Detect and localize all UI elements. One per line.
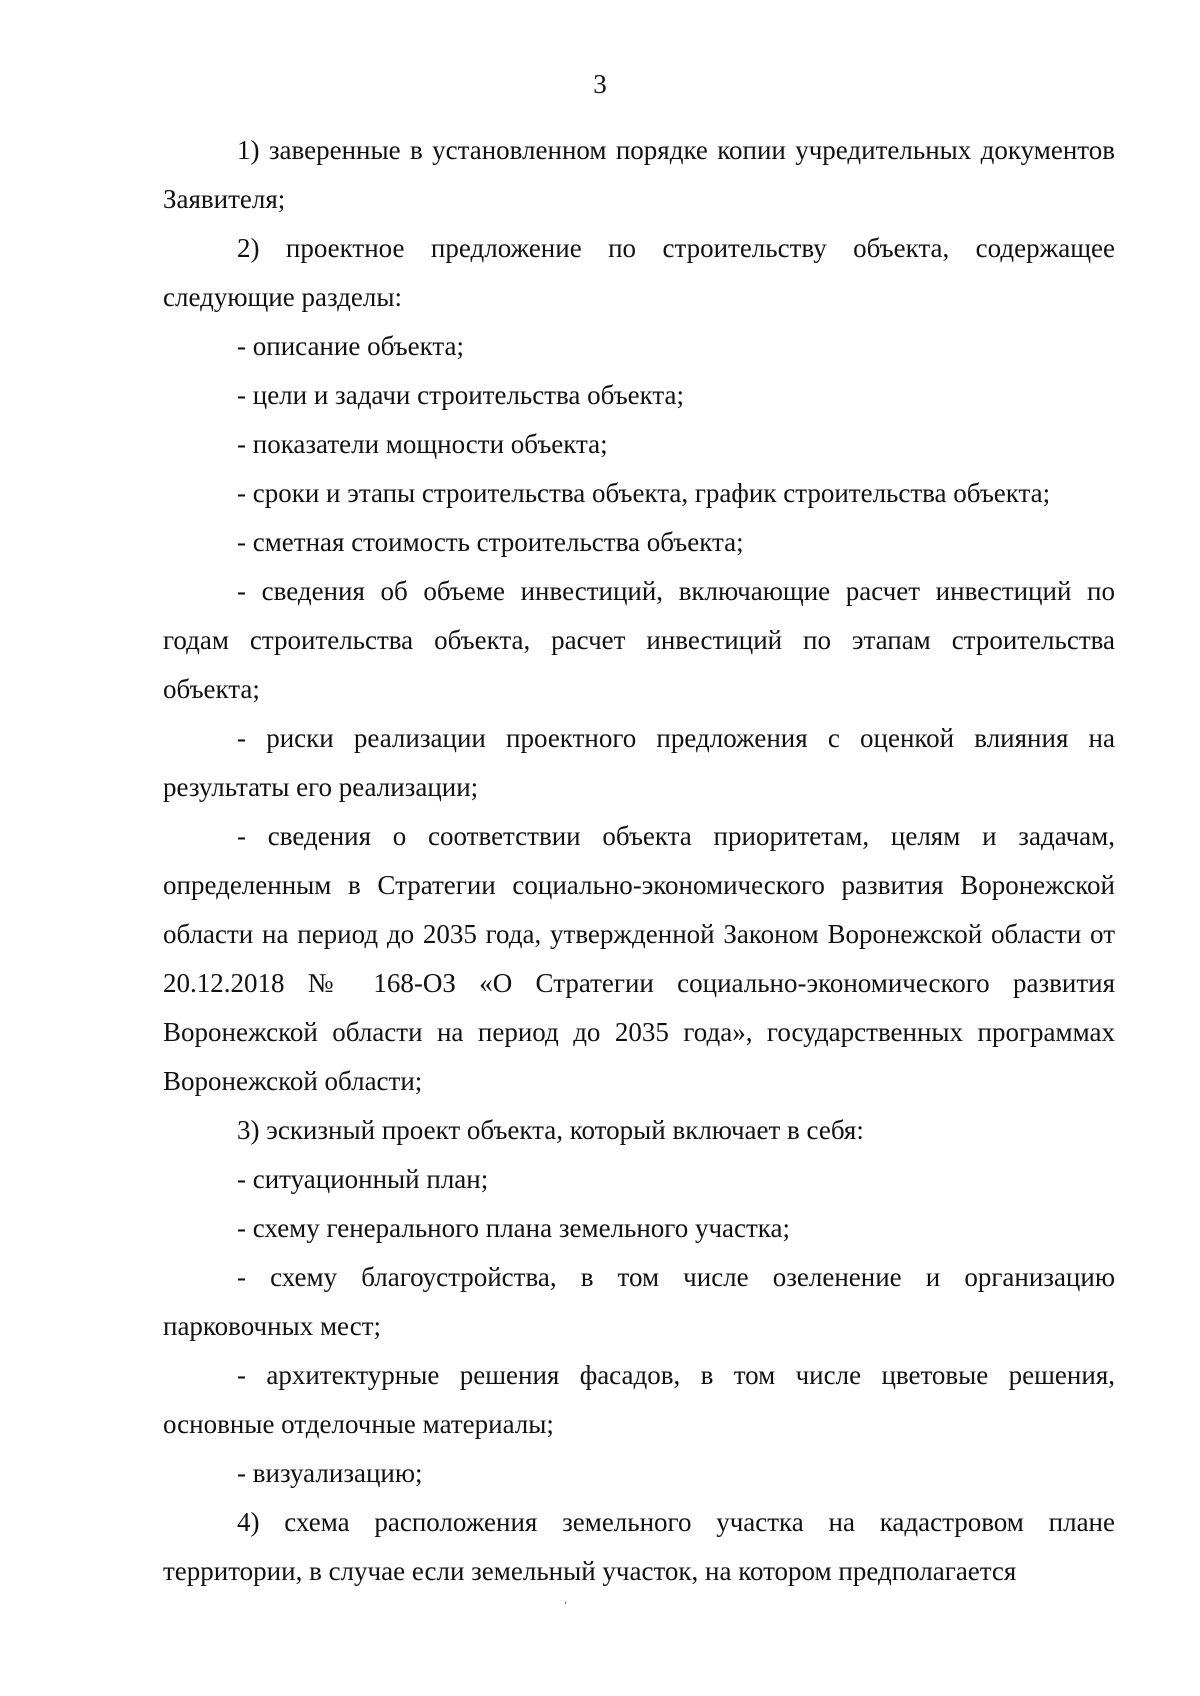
list-item: - схему генерального плана земельного участка;: [237, 1213, 790, 1243]
paragraph-item-3: 3) эскизный проект объекта, который включает в себя:: [237, 1115, 864, 1145]
list-item: - цели и задачи строительства объекта;: [237, 380, 685, 410]
list-item: - сметная стоимость строительства объекта;: [237, 527, 744, 557]
scan-mark: ˊ: [562, 1599, 574, 1616]
list-item: - сроки и этапы строительства объекта, график строительства объекта;: [237, 478, 1051, 508]
list-item: - архитектурные решения фасадов, в том числе цветовые решения, основные отделочные материалы;: [163, 1360, 1115, 1439]
list-item: - визуализацию;: [237, 1458, 423, 1488]
paragraph-item-4: 4) схема расположения земельного участка на кадастровом плане территории, в случае если земельный участок, на котором предполагается: [163, 1507, 1115, 1586]
page-number: 3: [593, 69, 607, 99]
paragraph-item-1: 1) заверенные в установленном порядке копии учредительных документов Заявителя;: [163, 135, 1115, 214]
list-item: - схему благоустройства, в том числе озеленение и организацию парковочных мест;: [163, 1262, 1115, 1341]
list-item: - риски реализации проектного предложения с оценкой влияния на результаты его реализации;: [163, 723, 1115, 802]
list-item: - ситуационный план;: [237, 1164, 489, 1194]
list-item: - показатели мощности объекта;: [237, 429, 608, 459]
document-body: [163, 126, 1115, 1596]
paragraph-item-2: 2) проектное предложение по строительству объекта, содержащее следующие разделы:: [163, 233, 1115, 312]
list-item: - описание объекта;: [237, 331, 464, 361]
list-item: - сведения о соответствии объекта приоритетам, целям и задачам, определенным в Стратегии социально-экономического развития Воронежской области на период до 2035 года, утвержденной Законом Воронежской области от 20.12.2018 № 168-ОЗ «О Стратегии социально-экономического развития Воронежской области на период до 2035 года», государственных программах Воронежской области;: [163, 821, 1115, 1096]
list-item: - сведения об объеме инвестиций, включающие расчет инвестиций по годам строительства объекта, расчет инвестиций по этапам строительства объекта;: [163, 576, 1115, 704]
